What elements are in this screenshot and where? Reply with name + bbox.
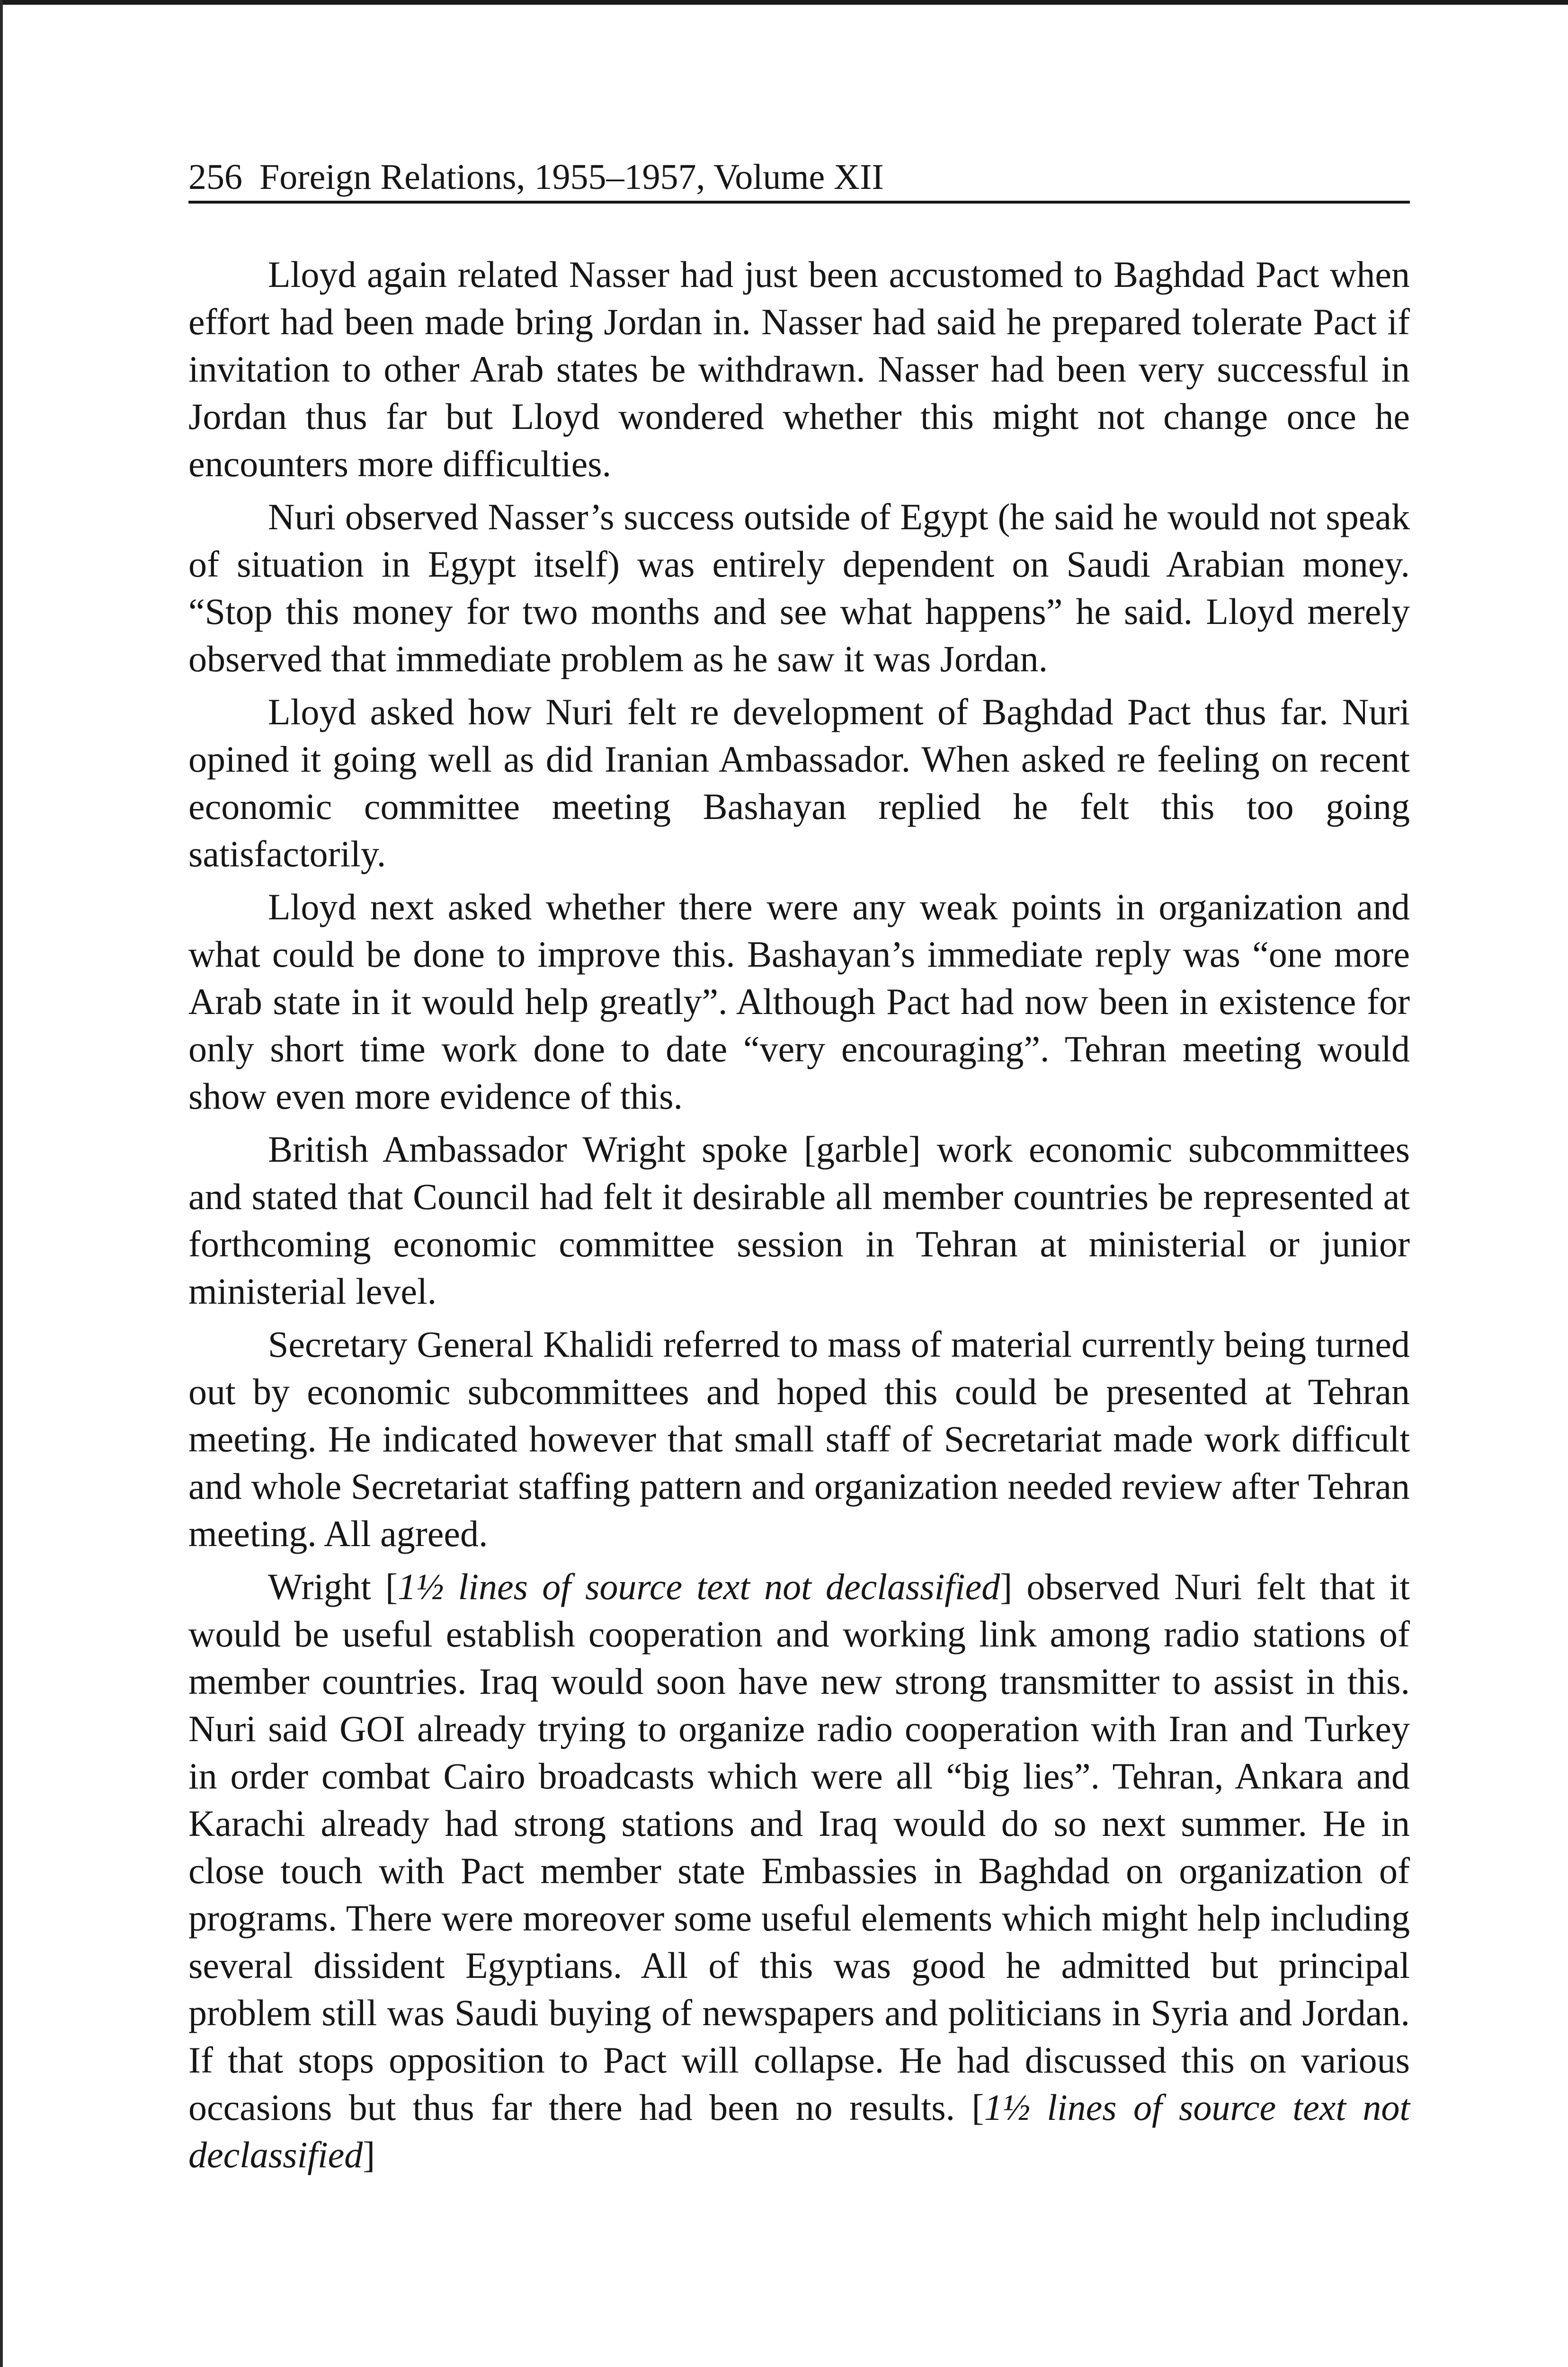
paragraph-text: Wright [ — [268, 1566, 398, 1607]
body-text — [188, 251, 1410, 2179]
paragraph-text: ] — [363, 2134, 375, 2175]
paragraph: Secretary General Khalidi referred to mass of material currently being turned out by economic subcommittees and hoped this could be presented at Tehran meeting. He indicated however that small staff of Secretariat made work difficult and whole Secretariat staffing pattern and organization needed review after Tehran meeting. All agreed. — [188, 1324, 1410, 1554]
paragraph: Lloyd again related Nasser had just been accustomed to Baghdad Pact when effort had been made bring Jordan in. Nasser had said he prepared tolerate Pact if invitation to other Arab states be withdrawn. Nasser had been very successful in Jordan thus far but Lloyd wondered whether this might not change once he encounters more difficulties. — [188, 254, 1410, 484]
redaction-note: 1½ lines of source text not declassified — [188, 2087, 1410, 2175]
paragraph: Lloyd asked how Nuri felt re development of Baghdad Pact thus far. Nuri opined it going well as did Iranian Ambassador. When asked re feeling on recent economic committee meeting Bashayan replied he felt this too going satisfactorily. — [188, 691, 1410, 874]
paragraph: Nuri observed Nasser’s success outside of Egypt (he said he would not speak of situation in Egypt itself) was entirely dependent on Saudi Arabian money. “Stop this money for two months and see what happens” he said. Lloyd merely observed that immediate problem as he saw it was Jordan. — [188, 496, 1410, 679]
paragraph-text: ] observed Nuri felt that it would be useful establish cooperation and working link among radio stations of member countries. Iraq would soon have new strong transmitter to assist in this. Nuri said GOI already trying to organize radio cooperation with Iran and Turkey in order combat Cairo broadcasts which were all “big lies”. Tehran, Ankara and Karachi already had strong stations and Iraq would do so next summer. He in close touch with Pact member state Embassies in Baghdad on organization of programs. There were moreover some useful elements which might help including several dissident Egyptians. All of this was good he admitted but principal problem still was Saudi buying of newspapers and politicians in Syria and Jordan. If that stops opposition to Pact will collapse. He had discussed this on various occasions but thus far there had been no results. [ — [188, 1566, 1410, 2128]
running-title: Foreign Relations, 1955–1957, Volume XII — [259, 157, 884, 197]
paragraph-wright — [188, 1563, 1410, 2179]
paragraph: Lloyd next asked whether there were any weak points in organization and what could be done to improve this. Bashayan’s immediate reply was “one more Arab state in it would help greatly”. Although Pact had now been in existence for only short time work done to date “very encouraging”. Tehran meeting would show even more evidence of this. — [188, 886, 1410, 1117]
redaction-note: 1½ lines of source text not declassified — [398, 1566, 1000, 1607]
running-header — [188, 151, 1410, 204]
page-number: 256 — [188, 157, 242, 197]
scan-top-border — [0, 0, 1568, 5]
paragraph: British Ambassador Wright spoke [garble] work economic subcommittees and stated that Council had felt it desirable all member countries be represented at forthcoming economic committee session in Tehran at ministerial or junior ministerial level. — [188, 1129, 1410, 1312]
scan-left-border — [0, 0, 3, 2367]
